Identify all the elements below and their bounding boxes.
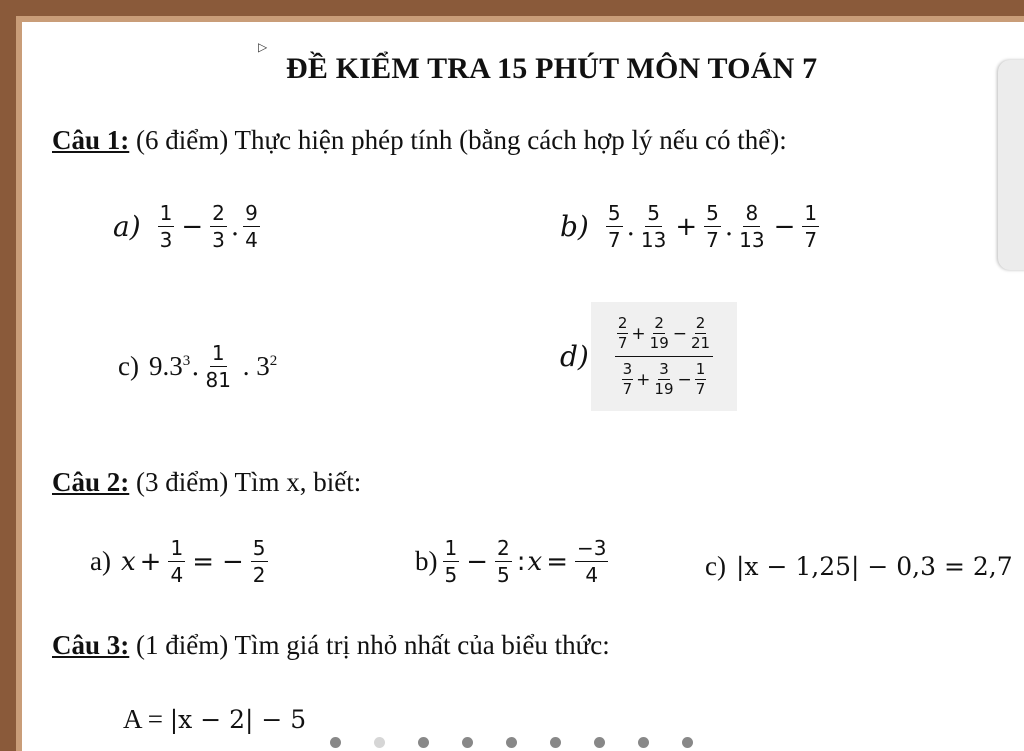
q1b-fraction-1: $\frac{5}{7}$ [607,201,621,252]
q1b-dot-2: . [724,211,734,242]
q2a-label: a) [90,546,111,576]
page-dot[interactable] [374,737,385,748]
q3-rhs: |x − 2| − 5 [169,705,307,734]
q1b-plus: + [675,211,698,242]
q1d-label: d) [560,340,589,373]
q2b-minus: − [466,546,489,577]
q1-part-c [118,343,277,390]
q1a-label: a) [113,210,141,243]
q1d-fraction-bar [615,356,713,357]
q1b-minus: − [773,211,796,242]
page-dot[interactable] [594,737,605,748]
q1a-fraction-1: $\frac{1}{3}$ [159,201,173,252]
page-dot[interactable] [418,737,429,748]
q1-part-b [560,203,822,250]
question-1-head: Câu 1: [52,125,130,155]
q1a-fraction-3: $\frac{9}{4}$ [245,201,258,252]
q1b-label: b) [560,210,589,243]
q1a-minus: − [181,211,204,242]
q1d-denominator: $\frac{3}{7}$ + $\frac{3}{19}$ − $\frac{1}{7}$ [622,360,706,398]
q2c-expression: |x − 1,25| − 0,3 = 2,7 [735,552,1013,581]
q1-part-a [113,203,263,250]
q1a-fraction-2: $\frac{2}{3}$ [212,201,225,252]
page-title: ĐỀ KIỂM TRA 15 PHÚT MÔN TOÁN 7 [286,52,818,85]
question-1-line [52,125,787,156]
q1b-fraction-4: $\frac{8}{13}$ [739,201,765,252]
page-dot[interactable] [462,737,473,748]
q2a-plus: + [139,546,162,577]
q2-part-c [705,551,1013,582]
side-panel-tab[interactable] [998,60,1024,270]
q2a-x: x [120,546,136,577]
q2b-fraction-1: $\frac{1}{5}$ [444,536,458,587]
q1d-complex-fraction [591,302,737,411]
q1c-dot-2: . [235,351,257,381]
q1b-fraction-2: $\frac{5}{13}$ [640,201,667,252]
board-frame-left [0,0,16,751]
q1b-fraction-5: $\frac{1}{7}$ [804,201,818,252]
q2a-fraction-2: $\frac{5}{2}$ [252,536,266,587]
q1-part-d [560,302,737,411]
page-dot[interactable] [550,737,561,748]
question-3-line [52,630,610,661]
page-dot[interactable] [682,737,693,748]
q1c-dot: . [191,351,200,382]
slide-page-dots[interactable] [330,737,693,748]
q2-part-a [90,538,271,585]
q3-expression [123,704,306,735]
q1d-numerator: $\frac{2}{7}$ + $\frac{2}{19}$ − $\frac{2}{21}$ [617,314,711,352]
q3-lhs: A = [123,704,170,734]
q2b-colon: : [516,546,526,577]
page-dot[interactable] [506,737,517,748]
question-2-head: Câu 2: [52,467,130,497]
question-2-text: (3 điểm) Tìm x, biết: [129,467,362,497]
q1a-dot: . [230,211,240,242]
page-dot[interactable] [330,737,341,748]
page-dot[interactable] [638,737,649,748]
question-2-line [52,467,361,498]
question-1-text: (6 điểm) Thực hiện phép tính (bằng cách hợp lý nếu có thể): [129,125,787,155]
q2a-minus: − [221,546,244,577]
q2c-label: c) [705,551,726,581]
q1c-fraction: $\frac{1}{81}$ [205,341,231,392]
mouse-cursor-icon: ▷ [258,40,268,54]
q1b-dot-1: . [626,211,635,242]
q1c-base-2: $3^2$ [256,351,278,381]
q1b-fraction-3: $\frac{5}{7}$ [706,201,719,252]
q1c-label: c) [118,351,139,381]
q2b-fraction-3: $\frac{-3}{4}$ [577,536,607,587]
question-3-text: (1 điểm) Tìm giá trị nhỏ nhất của biểu thức: [129,630,610,660]
q2a-equals: = [192,546,214,577]
q2b-x: x [527,546,543,577]
board-frame-top [0,0,1024,16]
q2b-fraction-2: $\frac{2}{5}$ [497,536,510,587]
q2-part-b [415,538,611,585]
question-3-head: Câu 3: [52,630,130,660]
q1c-base: $9.3^3$ [148,351,191,381]
q2b-equals: = [546,546,568,577]
q2a-fraction-1: $\frac{1}{4}$ [170,536,184,587]
q2b-label: b) [415,546,438,576]
